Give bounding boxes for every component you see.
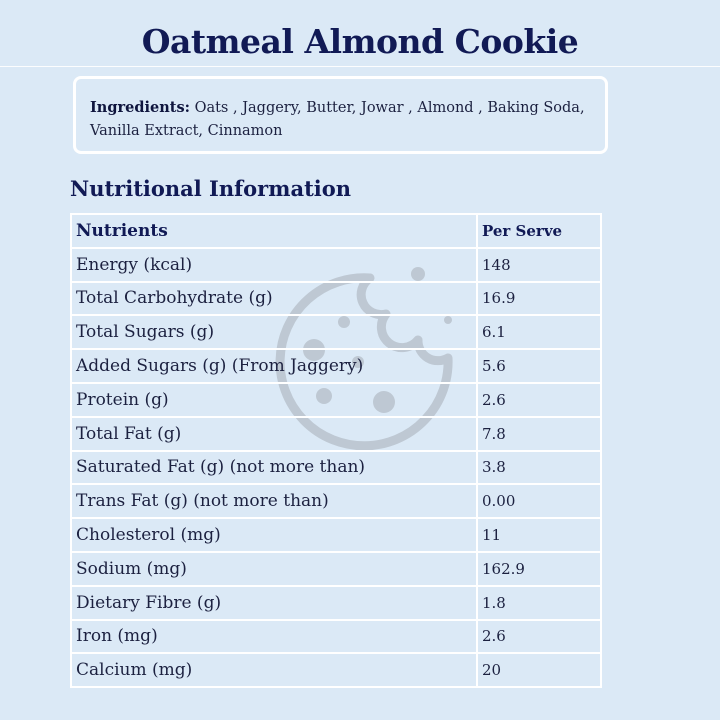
nutrient-value: 6.1 [477,315,601,349]
table-row [71,315,601,349]
nutrient-name: Protein (g) [71,383,477,417]
ingredients-box [73,76,608,154]
table-row [71,383,601,417]
column-header-nutrients: Nutrients [71,214,477,248]
nutrition-heading: Nutritional Information [70,176,352,201]
ingredients-text: Oats , Jaggery, Butter, Jowar , Almond , Baking Soda, Vanilla Extract, Cinnamon [90,100,585,139]
nutrient-value: 11 [477,518,601,552]
nutrient-name: Dietary Fibre (g) [71,586,477,620]
nutrient-name: Total Sugars (g) [71,315,477,349]
nutrient-value: 148 [477,248,601,282]
nutrient-name: Trans Fat (g) (not more than) [71,484,477,518]
ingredients-label: Ingredients: [90,99,190,116]
table-row [71,451,601,485]
header-divider [0,66,720,67]
nutrient-name: Calcium (mg) [71,653,477,687]
nutrient-name: Energy (kcal) [71,248,477,282]
table-row [71,653,601,687]
nutrient-name: Sodium (mg) [71,552,477,586]
nutrient-value: 1.8 [477,586,601,620]
page-title: Oatmeal Almond Cookie [141,22,579,61]
nutrient-name: Saturated Fat (g) (not more than) [71,451,477,485]
table-row [71,484,601,518]
nutrient-name: Total Fat (g) [71,417,477,451]
table-header-row [71,214,601,248]
table-row [71,518,601,552]
table-row [71,349,601,383]
nutrient-value: 0.00 [477,484,601,518]
nutrient-name: Iron (mg) [71,620,477,654]
table-row [71,248,601,282]
nutrient-name: Added Sugars (g) (From Jaggery) [71,349,477,383]
nutrient-value: 20 [477,653,601,687]
table-row [71,586,601,620]
nutrient-value: 2.6 [477,383,601,417]
nutrient-value: 16.9 [477,282,601,316]
table-row [71,552,601,586]
nutrient-value: 2.6 [477,620,601,654]
nutrient-value: 162.9 [477,552,601,586]
column-header-per-serve: Per Serve [477,214,601,248]
nutrition-table [70,213,602,688]
nutrient-value: 5.6 [477,349,601,383]
nutrient-name: Cholesterol (mg) [71,518,477,552]
nutrient-value: 3.8 [477,451,601,485]
nutrient-value: 7.8 [477,417,601,451]
table-row [71,282,601,316]
table-row [71,620,601,654]
table-row [71,417,601,451]
nutrient-name: Total Carbohydrate (g) [71,282,477,316]
